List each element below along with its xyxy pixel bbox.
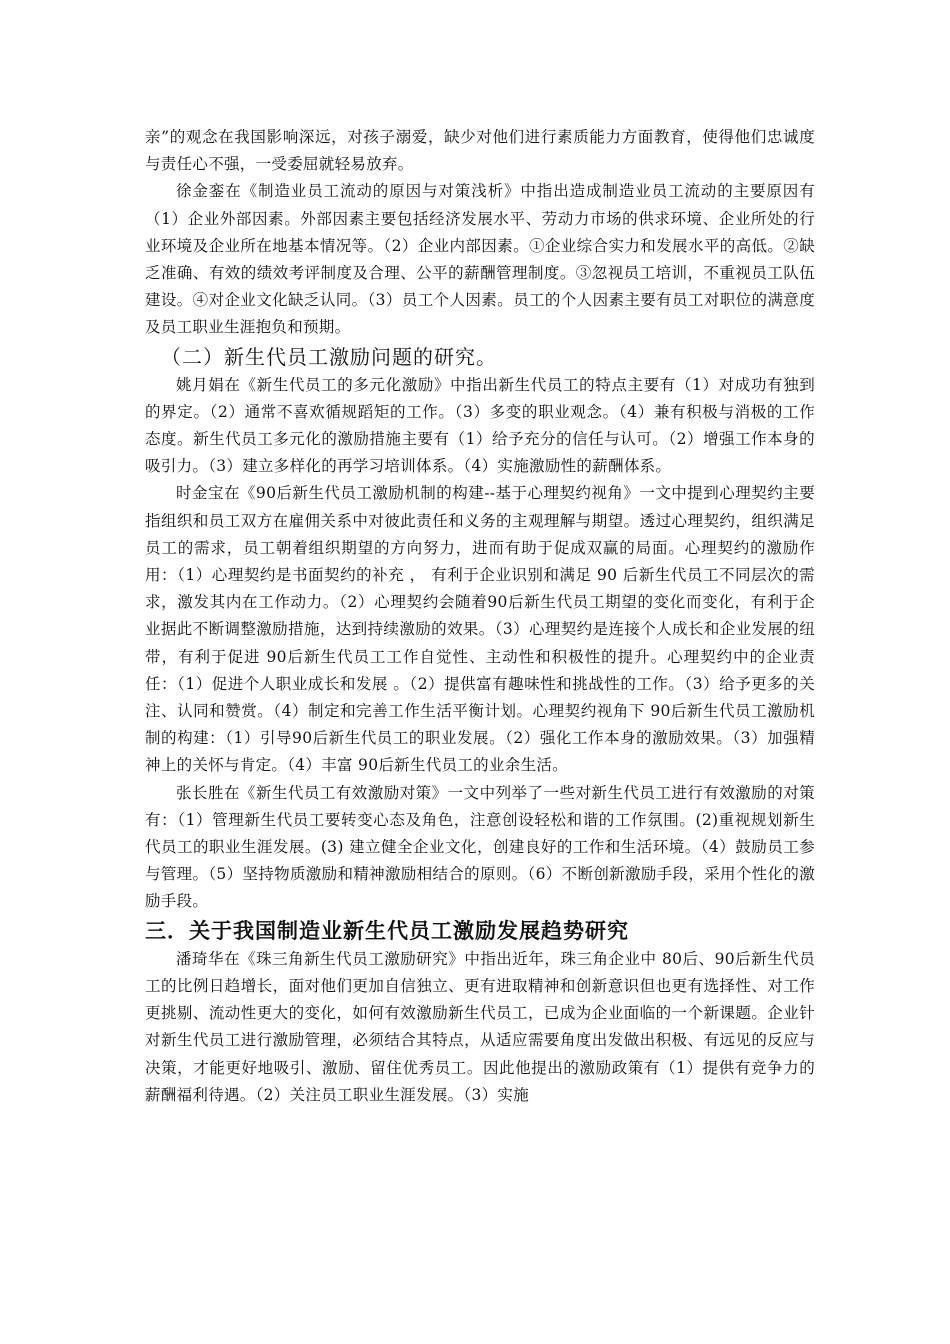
paragraph-zhang-changsheng: 张长胜在《新生代员工有效激励对策》一文中列举了一些对新生代员工进行有效激励的对策有：（1）管理新生代员工要转变心态及角色，注意创设轻松和谐的工作氛围。(2)重视规划新生代员工的职业生涯发展。(3) 建立健全企业文化，创建良好的工作和生活环境。（4）鼓励员工参与管理。（5）坚持物质激励和精神激励相结合的原则。（6）不断创新激励手段，采用个性化的激励手段。 <box>145 783 815 911</box>
section-heading-2: （二）新生代员工激励问题的研究。 <box>161 344 497 369</box>
paragraph-continued: 亲”的观念在我国影响深远，对孩子溺爱，缺少对他们进行素质能力方面教育，使得他们忠诚度与责任心不强，一受委屈就轻易放弃。 <box>145 128 815 174</box>
document-body <box>145 124 815 1109</box>
section-heading-3: 三．关于我国制造业新生代员工激励发展趋势研究 <box>145 918 629 943</box>
paragraph-pan-qihua: 潘琦华在《珠三角新生代员工激励研究》中指出近年，珠三角企业中 80后、90后新生代员工的比例日趋增长，面对他们更加自信独立、更有进取精神和创新意识但也更有选择性、对工作更挑剔、流动性更大的变化，如何有效激励新生代员工，已成为企业面临的一个新课题。企业针对新生代员工进行激励管理，必须结合其特点，从适应需要角度出发做出积极、有远见的反应与决策，才能更好地吸引、激励、留住优秀员工。因此他提出的激励政策有（1）提供有竞争力的薪酬福利待遇。（2）关注员工职业生涯发展。（3）实施 <box>145 949 815 1104</box>
paragraph-shi-jinbao: 时金宝在《90后新生代员工激励机制的构建--基于心理契约视角》一文中提到心理契约主要指组织和员工双方在雇佣关系中对彼此责任和义务的主观理解与期望。透过心理契约，组织满足员工的需求，员工朝着组织期望的方向努力，进而有助于促成双赢的局面。心理契约的激励作用：（1）心理契约是书面契约的补充 ， 有利于企业识别和满足 90 后新生代员工不同层次的需求，激发其内在工作动力。（2）心理契约会随着90后新生代员工期望的变化而变化，有利于企业据此不断调整激励措施，达到持续激励的效果。（3）心理契约是连接个人成长和企业发展的纽带，有利于促进 90后新生代员工工作自觉性、主动性和积极性的提升。心理契约中的企业责任：（1）促进个人职业成长和发展 。（2）提供富有趣味性和挑战性的工作。（3）给予更多的关注、认同和赞赏。（4）制定和完善工作生活平衡计划。心理契约视角下 90后新生代员工激励机制的构建：（1）引导90后新生代员工的职业发展。（2）强化工作本身的激励效果。（3）加强精神上的关怀与肯定。（4）丰富 90后新生代员工的业余生活。 <box>145 484 815 775</box>
paragraph-xu-jinluan: 徐金銮在《制造业员工流动的原因与对策浅析》中指出造成制造业员工流动的主要原因有（1）企业外部因素。外部因素主要包括经济发展水平、劳动力市场的供求环境、企业所处的行业环境及企业所在地基本情况等。（2）企业内部因素。①企业综合实力和发展水平的高低。②缺乏准确、有效的绩效考评制度及合理、公平的薪酬管理制度。③忽视员工培训，不重视员工队伍建设。④对企业文化缺乏认同。（3）员工个人因素。员工的个人因素主要有员工对职位的满意度及员工职业生涯抱负和预期。 <box>145 182 815 337</box>
paragraph-yao-yuejuan: 姚月娟在《新生代员工的多元化激励》中指出新生代员工的特点主要有（1）对成功有独到的界定。（2）通常不喜欢循规蹈矩的工作。（3）多变的职业观念。（4）兼有积极与消极的工作态度。新生代员工多元化的激励措施主要有（1）给予充分的信任与认可。（2）增强工作本身的吸引力。（3）建立多样化的再学习培训体系。（4）实施激励性的薪酬体系。 <box>145 375 815 476</box>
